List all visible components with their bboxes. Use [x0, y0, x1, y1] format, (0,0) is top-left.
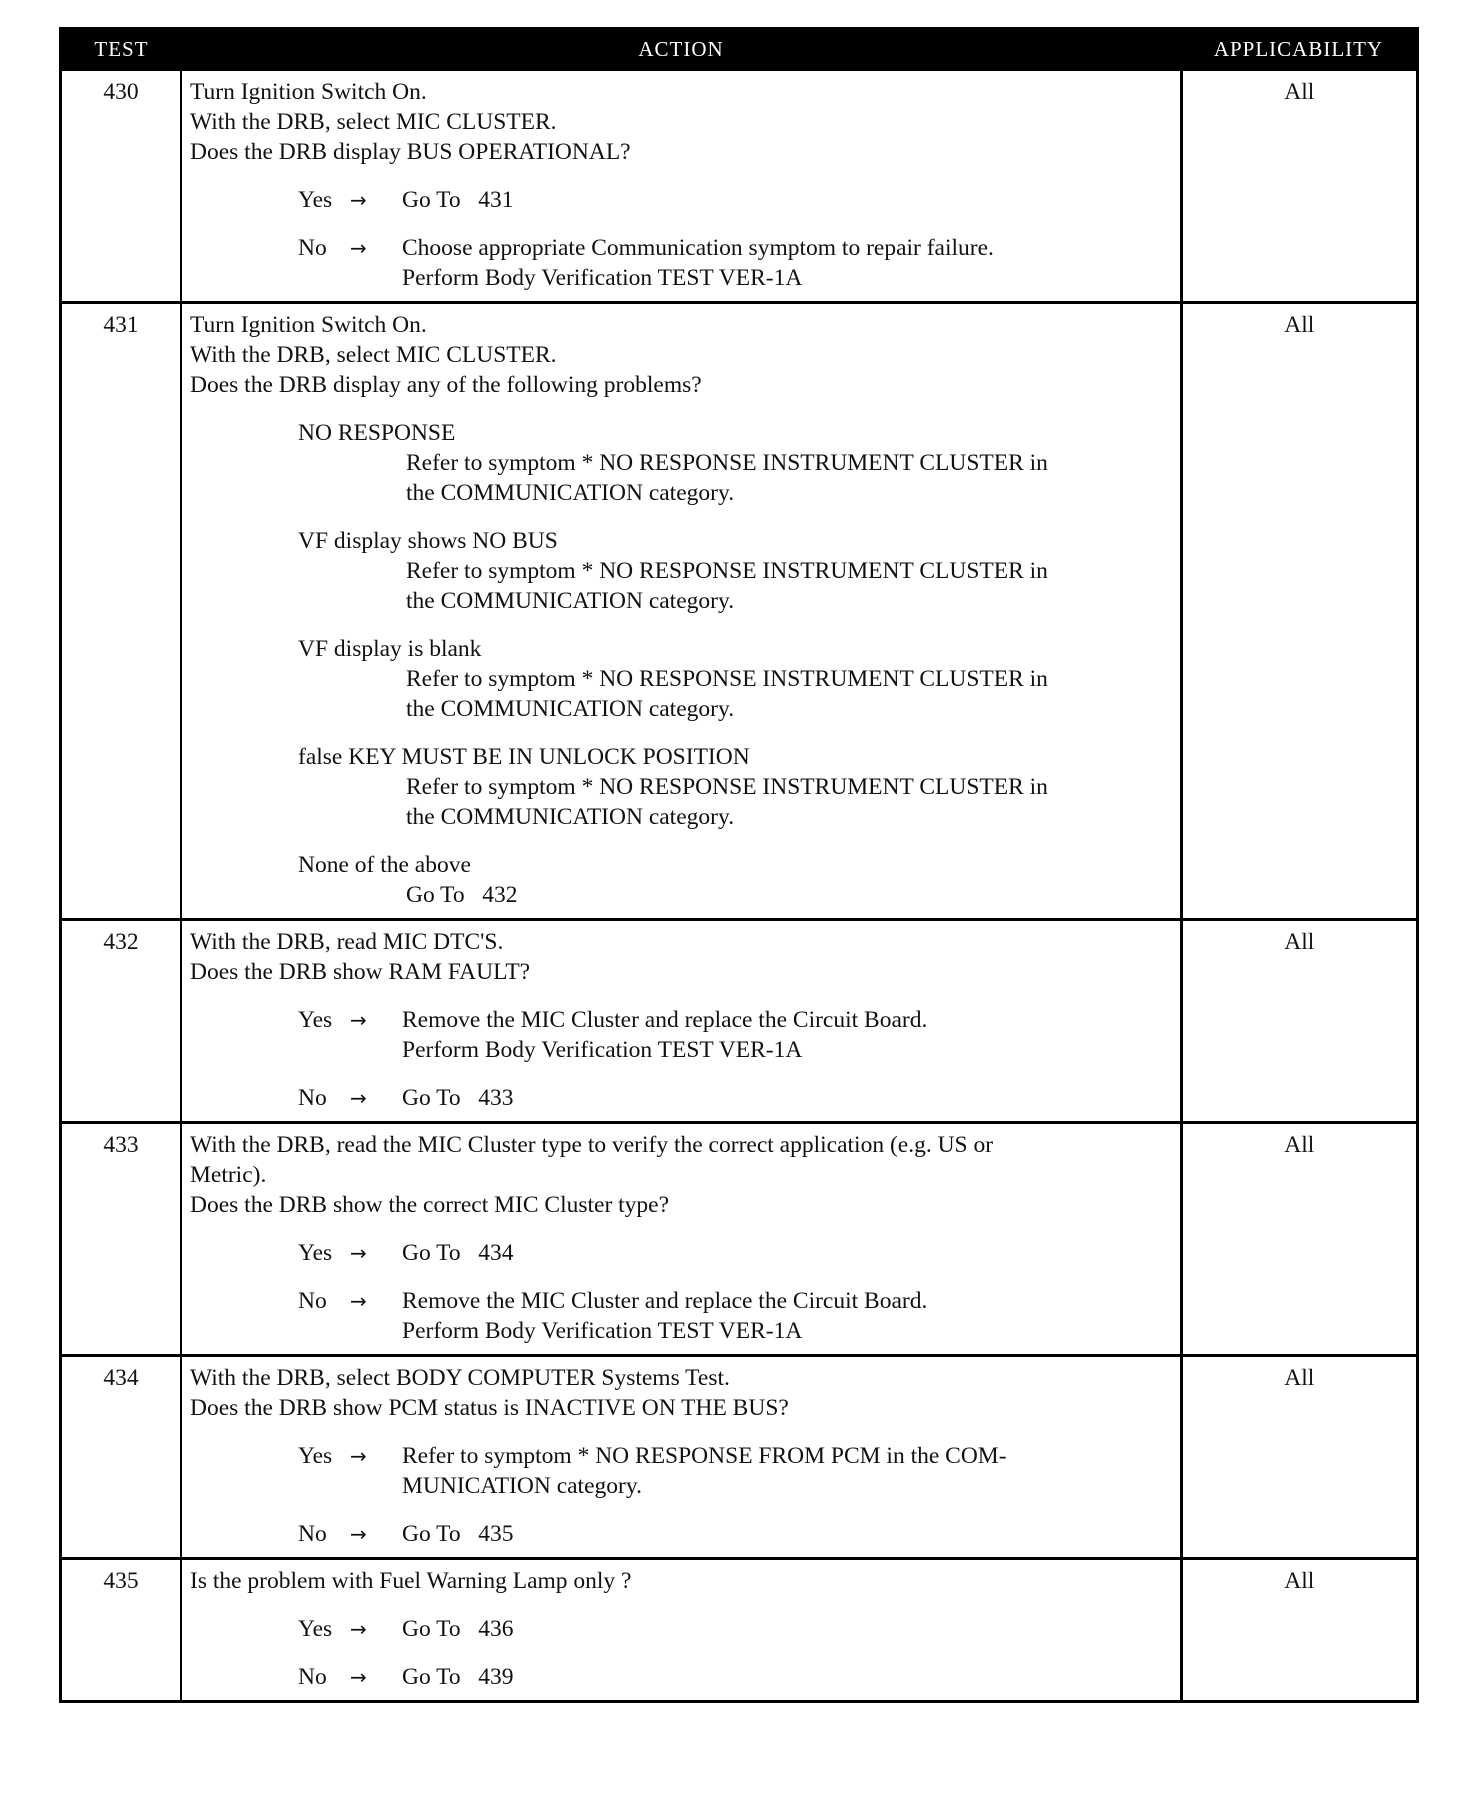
- answer-result: [402, 1286, 1174, 1346]
- problem-description-line: Go To 432: [406, 882, 518, 908]
- arrow-right-icon: →: [350, 1008, 367, 1032]
- problem-description-line: the COMMUNICATION category.: [406, 480, 735, 506]
- problem-title: VF display shows NO BUS: [298, 528, 558, 554]
- action-question-line: Does the DRB show the correct MIC Cluster type?: [190, 1192, 670, 1218]
- answer-result: [402, 1238, 1174, 1268]
- applicability-value: All: [1181, 1559, 1416, 1701]
- action-cell: [181, 303, 1181, 920]
- action-question-line: Does the DRB display BUS OPERATIONAL?: [190, 139, 631, 165]
- problem-description-line: the COMMUNICATION category.: [406, 696, 735, 722]
- answer-yes: [190, 1614, 1174, 1644]
- table-row: [62, 1123, 1416, 1356]
- action-question-line: Does the DRB display any of the following problems?: [190, 372, 702, 398]
- table-row: [62, 1559, 1416, 1701]
- answer-result-line: Go To 439: [402, 1664, 514, 1690]
- answer-label: Yes: [298, 1443, 333, 1469]
- action-question-line: Is the problem with Fuel Warning Lamp only ?: [190, 1568, 632, 1594]
- table-row: [62, 1356, 1416, 1559]
- answer-no: [190, 233, 1174, 293]
- problem-item: [190, 526, 1174, 616]
- answer-yes: [190, 1441, 1174, 1501]
- arrow-right-icon: →: [350, 1522, 367, 1546]
- answer-yes: [190, 1238, 1174, 1268]
- answer-result-line: Refer to symptom * NO RESPONSE FROM PCM in the COM-: [402, 1443, 1007, 1469]
- applicability-value: All: [1181, 1356, 1416, 1559]
- arrow-right-icon: →: [350, 1617, 367, 1641]
- action-cell: [181, 70, 1181, 303]
- problem-item: [190, 418, 1174, 508]
- arrow-right-icon: →: [350, 1289, 367, 1313]
- table-header: [62, 30, 1416, 70]
- answer-list: [190, 185, 1174, 293]
- answer-result-line: Remove the MIC Cluster and replace the Circuit Board.: [402, 1007, 928, 1033]
- action-question-line: With the DRB, select MIC CLUSTER.: [190, 342, 557, 368]
- answer-label: Yes: [298, 187, 333, 213]
- answer-result: [402, 1005, 1174, 1065]
- table-row: [62, 920, 1416, 1123]
- arrow-right-icon: →: [350, 1241, 367, 1265]
- answer-result: [402, 185, 1174, 215]
- answer-list: [190, 1441, 1174, 1549]
- arrow-right-icon: →: [350, 236, 367, 260]
- action-question-line: Turn Ignition Switch On.: [190, 79, 427, 105]
- answer-result-line: Perform Body Verification TEST VER-1A: [402, 1037, 803, 1063]
- action-cell: [181, 1123, 1181, 1356]
- problem-item: [190, 742, 1174, 832]
- answer-result: [402, 1662, 1174, 1692]
- applicability-value: All: [1181, 303, 1416, 920]
- answer-result-line: Remove the MIC Cluster and replace the Circuit Board.: [402, 1288, 928, 1314]
- action-question-line: Does the DRB show RAM FAULT?: [190, 959, 531, 985]
- answer-result-line: Go To 435: [402, 1521, 514, 1547]
- answer-yes: [190, 1005, 1174, 1065]
- test-number: 431: [62, 303, 181, 920]
- answer-yes: [190, 185, 1174, 215]
- arrow-right-icon: →: [350, 1665, 367, 1689]
- test-number: 430: [62, 70, 181, 303]
- test-number: 434: [62, 1356, 181, 1559]
- answer-result: [402, 1441, 1174, 1501]
- problem-description-line: Refer to symptom * NO RESPONSE INSTRUMENT CLUSTER in: [406, 558, 1048, 584]
- table-row: [62, 303, 1416, 920]
- answer-result-line: Go To 436: [402, 1616, 514, 1642]
- arrow-right-icon: →: [350, 188, 367, 212]
- answer-result-line: Perform Body Verification TEST VER-1A: [402, 1318, 803, 1344]
- arrow-right-icon: →: [350, 1086, 367, 1110]
- answer-label: No: [298, 1664, 327, 1690]
- applicability-value: All: [1181, 70, 1416, 303]
- applicability-value: All: [1181, 1123, 1416, 1356]
- answer-result-line: Go To 431: [402, 187, 514, 213]
- action-question-line: With the DRB, read MIC DTC'S.: [190, 929, 504, 955]
- problem-title: VF display is blank: [298, 636, 482, 662]
- header-applicability: APPLICABILITY: [1181, 30, 1416, 70]
- table-row: [62, 70, 1416, 303]
- answer-label: No: [298, 235, 327, 261]
- action-cell: [181, 1356, 1181, 1559]
- answer-result: [402, 1519, 1174, 1549]
- diagnostic-test-table: [59, 27, 1419, 1703]
- answer-list: [190, 1238, 1174, 1346]
- answer-result-line: Perform Body Verification TEST VER-1A: [402, 265, 803, 291]
- table-body: [62, 70, 1416, 1701]
- answer-label: No: [298, 1521, 327, 1547]
- answer-label: Yes: [298, 1616, 333, 1642]
- answer-result-line: Go To 434: [402, 1240, 514, 1266]
- answer-label: No: [298, 1085, 327, 1111]
- answer-result-line: MUNICATION category.: [402, 1473, 642, 1499]
- answer-label: Yes: [298, 1240, 333, 1266]
- action-question-line: With the DRB, select BODY COMPUTER Systems Test.: [190, 1365, 730, 1391]
- answer-list: [190, 1005, 1174, 1113]
- action-question-line: With the DRB, read the MIC Cluster type to verify the correct application (e.g. US or: [190, 1132, 994, 1158]
- header-action: ACTION: [181, 30, 1181, 70]
- answer-result: [402, 1614, 1174, 1644]
- answer-no: [190, 1662, 1174, 1692]
- header-test: TEST: [62, 30, 181, 70]
- applicability-value: All: [1181, 920, 1416, 1123]
- answer-no: [190, 1286, 1174, 1346]
- test-table: [62, 30, 1416, 1700]
- answer-list: [190, 1614, 1174, 1692]
- test-number: 432: [62, 920, 181, 1123]
- answer-result: [402, 233, 1174, 293]
- answer-label: No: [298, 1288, 327, 1314]
- problem-description-line: the COMMUNICATION category.: [406, 588, 735, 614]
- action-cell: [181, 920, 1181, 1123]
- arrow-right-icon: →: [350, 1444, 367, 1468]
- problem-description-line: Refer to symptom * NO RESPONSE INSTRUMENT CLUSTER in: [406, 450, 1048, 476]
- problem-title: NO RESPONSE: [298, 420, 456, 446]
- action-question-line: With the DRB, select MIC CLUSTER.: [190, 109, 557, 135]
- action-cell: [181, 1559, 1181, 1701]
- problem-item: [190, 634, 1174, 724]
- test-number: 435: [62, 1559, 181, 1701]
- answer-result-line: Choose appropriate Communication symptom to repair failure.: [402, 235, 994, 261]
- problem-description-line: Refer to symptom * NO RESPONSE INSTRUMENT CLUSTER in: [406, 666, 1048, 692]
- answer-result: [402, 1083, 1174, 1113]
- test-number: 433: [62, 1123, 181, 1356]
- problem-description-line: Refer to symptom * NO RESPONSE INSTRUMENT CLUSTER in: [406, 774, 1048, 800]
- problem-item: [190, 850, 1174, 910]
- action-question-line: Turn Ignition Switch On.: [190, 312, 427, 338]
- problem-title: false KEY MUST BE IN UNLOCK POSITION: [298, 744, 750, 770]
- action-question-line: Does the DRB show PCM status is INACTIVE ON THE BUS?: [190, 1395, 789, 1421]
- answer-no: [190, 1083, 1174, 1113]
- answer-result-line: Go To 433: [402, 1085, 514, 1111]
- answer-no: [190, 1519, 1174, 1549]
- problem-title: None of the above: [298, 852, 471, 878]
- problem-description-line: the COMMUNICATION category.: [406, 804, 735, 830]
- action-question-line: Metric).: [190, 1162, 267, 1188]
- answer-label: Yes: [298, 1007, 333, 1033]
